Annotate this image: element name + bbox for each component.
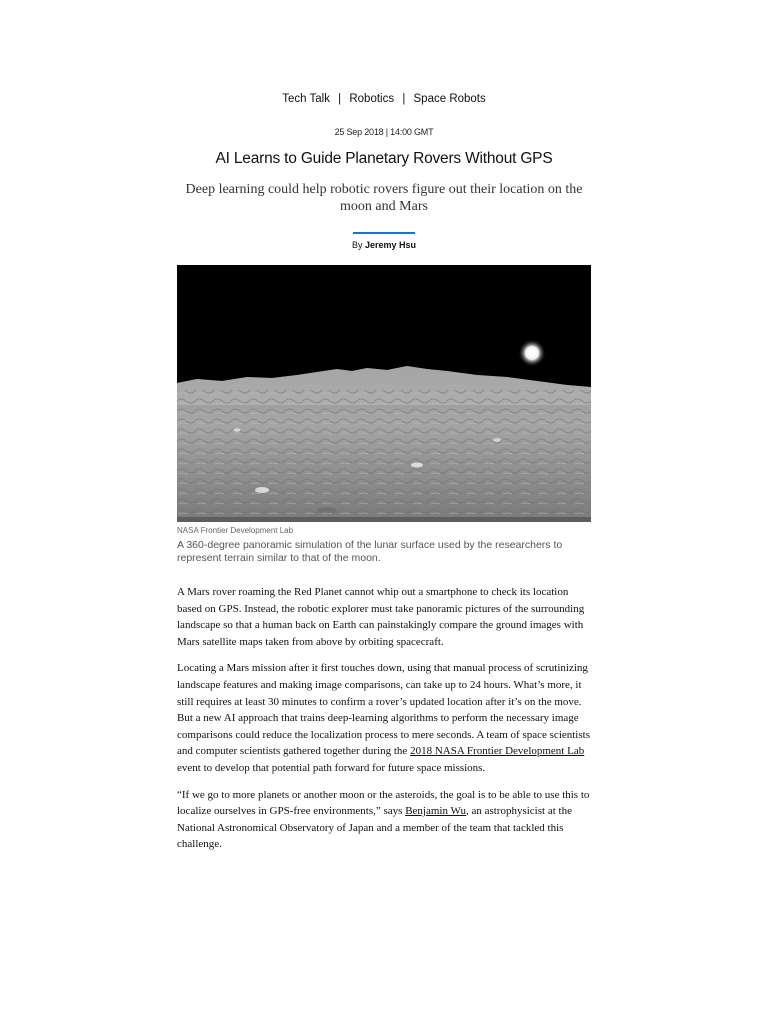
frontier-development-lab-link[interactable]: 2018 NASA Frontier Development Lab bbox=[410, 745, 585, 758]
body-paragraph-3 bbox=[177, 787, 591, 853]
byline-prefix: By bbox=[351, 240, 365, 250]
image-credit: NASA Frontier Development Lab bbox=[177, 526, 294, 535]
breadcrumb-space-robots[interactable]: Space Robots bbox=[413, 93, 486, 105]
paragraph-text: , an astrophysicist at the National Astronomical Observatory of Japan and a member of the team that tackled this challenge. bbox=[177, 805, 572, 851]
body-paragraph-2 bbox=[177, 660, 591, 776]
article-dek: Deep learning could help robotic rovers figure out their location on the moon and Mars bbox=[185, 182, 583, 214]
breadcrumb-robotics[interactable]: Robotics bbox=[349, 93, 395, 105]
breadcrumb-separator: | bbox=[402, 93, 406, 105]
benjamin-wu-link[interactable]: Benjamin Wu bbox=[405, 805, 466, 818]
article-body bbox=[177, 584, 591, 863]
paragraph-text: event to develop that potential path forward for future space missions. bbox=[177, 761, 486, 774]
image-caption: A 360-degree panoramic simulation of the lunar surface used by the researchers to represent terrain similar to that of the moon. bbox=[177, 539, 563, 564]
lunar-surface-illustration bbox=[177, 265, 591, 522]
article-dateline: 25 Sep 2018 | 14:00 GMT bbox=[334, 127, 434, 137]
article-headline: AI Learns to Guide Planetary Rovers Without GPS bbox=[215, 150, 553, 167]
lunar-panorama-image bbox=[177, 265, 591, 522]
breadcrumb-separator: | bbox=[338, 93, 342, 105]
breadcrumb bbox=[0, 93, 768, 105]
breadcrumb-tech-talk[interactable]: Tech Talk bbox=[282, 93, 330, 105]
byline bbox=[0, 240, 768, 250]
author-link[interactable]: Jeremy Hsu bbox=[364, 240, 417, 250]
paragraph-text: Locating a Mars mission after it first touches down, using that manual process of scrutinizing landscape features and making image comparisons, can take up to 24 hours. What’s more, it still requires at least 30 minutes to confirm a rover’s updated location after it’s on the move. But a new AI approach that trains deep-learning algorithms to perform the necessary image comparisons could reduce the localization process to mere seconds. A team of space scientists and computer scientists gathered together during the bbox=[177, 662, 590, 758]
paragraph-text: “If we go to more planets or another moon or the asteroids, the goal is to be able to use this to localize ourselves in GPS-free environments,” says bbox=[177, 788, 590, 818]
byline-accent-rule bbox=[353, 232, 415, 234]
body-paragraph-1: A Mars rover roaming the Red Planet cannot whip out a smartphone to check its location based on GPS. Instead, the robotic explorer must take panoramic pictures of the surrounding landscape so that a human back on Earth can painstakingly compare the ground images with Mars satellite maps taken from above by orbiting spacecraft. bbox=[177, 586, 585, 648]
